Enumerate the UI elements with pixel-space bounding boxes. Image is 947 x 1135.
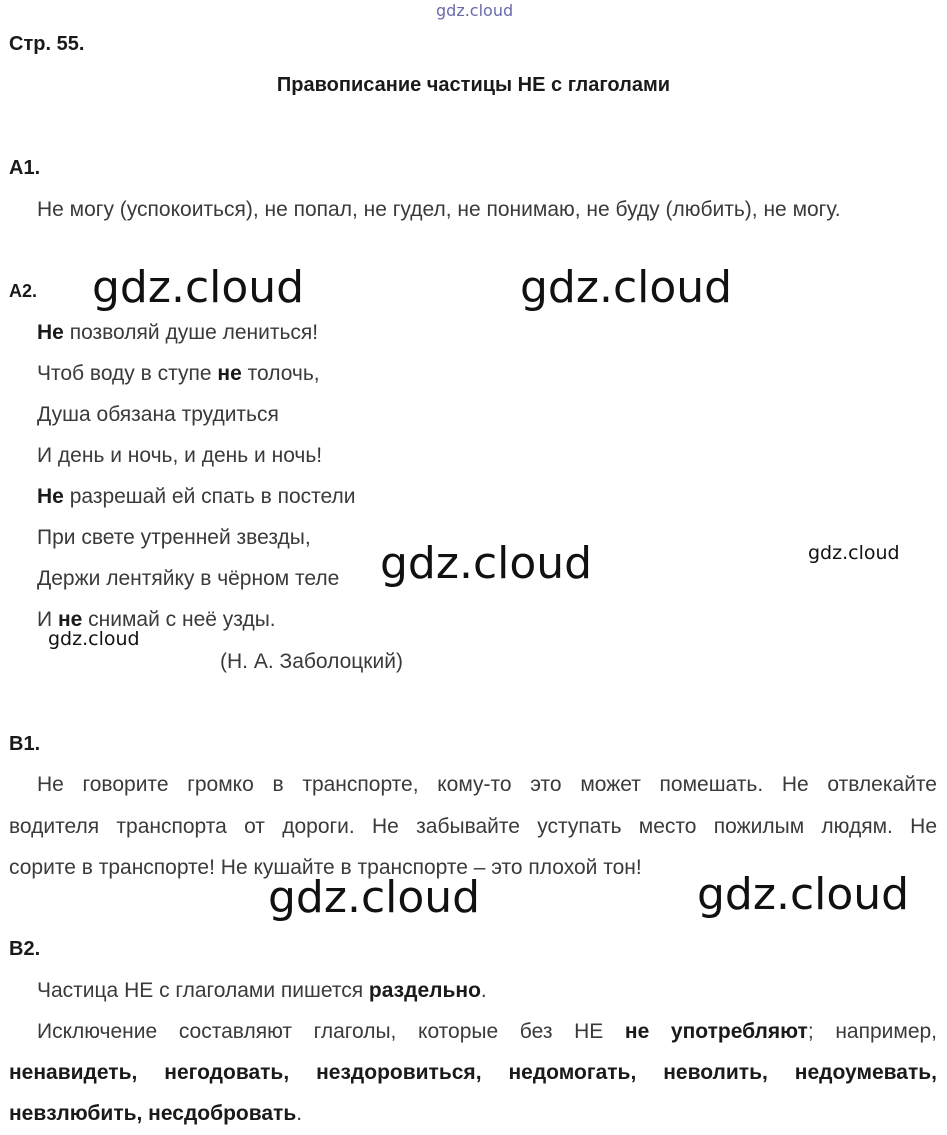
- b1-line: Не говорите громко в транспорте, кому-то это может помешать. Не отвлекайте: [37, 773, 937, 796]
- watermark-top: gdz.cloud: [436, 1, 514, 20]
- page-reference: Стр. 55.: [9, 33, 85, 55]
- poem-line: Не позволяй душе лениться!: [37, 321, 319, 344]
- watermark: gdz.cloud: [48, 628, 140, 650]
- a1-answer: Не могу (успокоиться), не попал, не гудел, не понимаю, не буду (любить), не могу.: [37, 198, 841, 221]
- watermark: gdz.cloud: [380, 538, 593, 589]
- poem-line: Чтоб воду в ступе не толочь,: [37, 362, 320, 385]
- section-label-b1: В1.: [9, 733, 41, 755]
- poem-line: И не снимай с неё узды.: [37, 608, 276, 631]
- poem-line: Держи лентяйку в чёрном теле: [37, 567, 340, 590]
- poem-line: Не разрешай ей спать в постели: [37, 485, 356, 508]
- b2-exception-words-end: невзлюбить, несдобровать.: [9, 1102, 303, 1125]
- poem-author: (Н. А. Заболоцкий): [220, 650, 403, 673]
- section-label-a2: А2.: [9, 281, 38, 301]
- watermark: gdz.cloud: [697, 869, 910, 920]
- b2-exception-words: ненавидеть, негодовать, нездоровиться, недомогать, неволить, недоумевать,: [9, 1061, 937, 1084]
- b2-rule: Частица НЕ с глаголами пишется раздельно.: [37, 979, 487, 1002]
- watermark: gdz.cloud: [520, 262, 733, 313]
- b1-line: сорите в транспорте! Не кушайте в транспорте – это плохой тон!: [9, 856, 642, 879]
- b2-exception: Исключение составляют глаголы, которые без НЕ не употребляют; например,: [37, 1020, 938, 1043]
- watermark: gdz.cloud: [268, 872, 481, 923]
- b1-line: водителя транспорта от дороги. Не забывайте уступать место пожилым людям. Не: [9, 815, 937, 838]
- poem-line: При свете утренней звезды,: [37, 526, 311, 549]
- poem-line: Душа обязана трудиться: [37, 403, 279, 426]
- page-title: Правописание частицы НЕ с глаголами: [276, 74, 671, 96]
- watermark: gdz.cloud: [92, 262, 305, 313]
- section-label-b2: В2.: [9, 938, 41, 960]
- poem-line: И день и ночь, и день и ночь!: [37, 444, 323, 467]
- section-label-a1: А1.: [9, 157, 41, 179]
- watermark: gdz.cloud: [808, 542, 900, 564]
